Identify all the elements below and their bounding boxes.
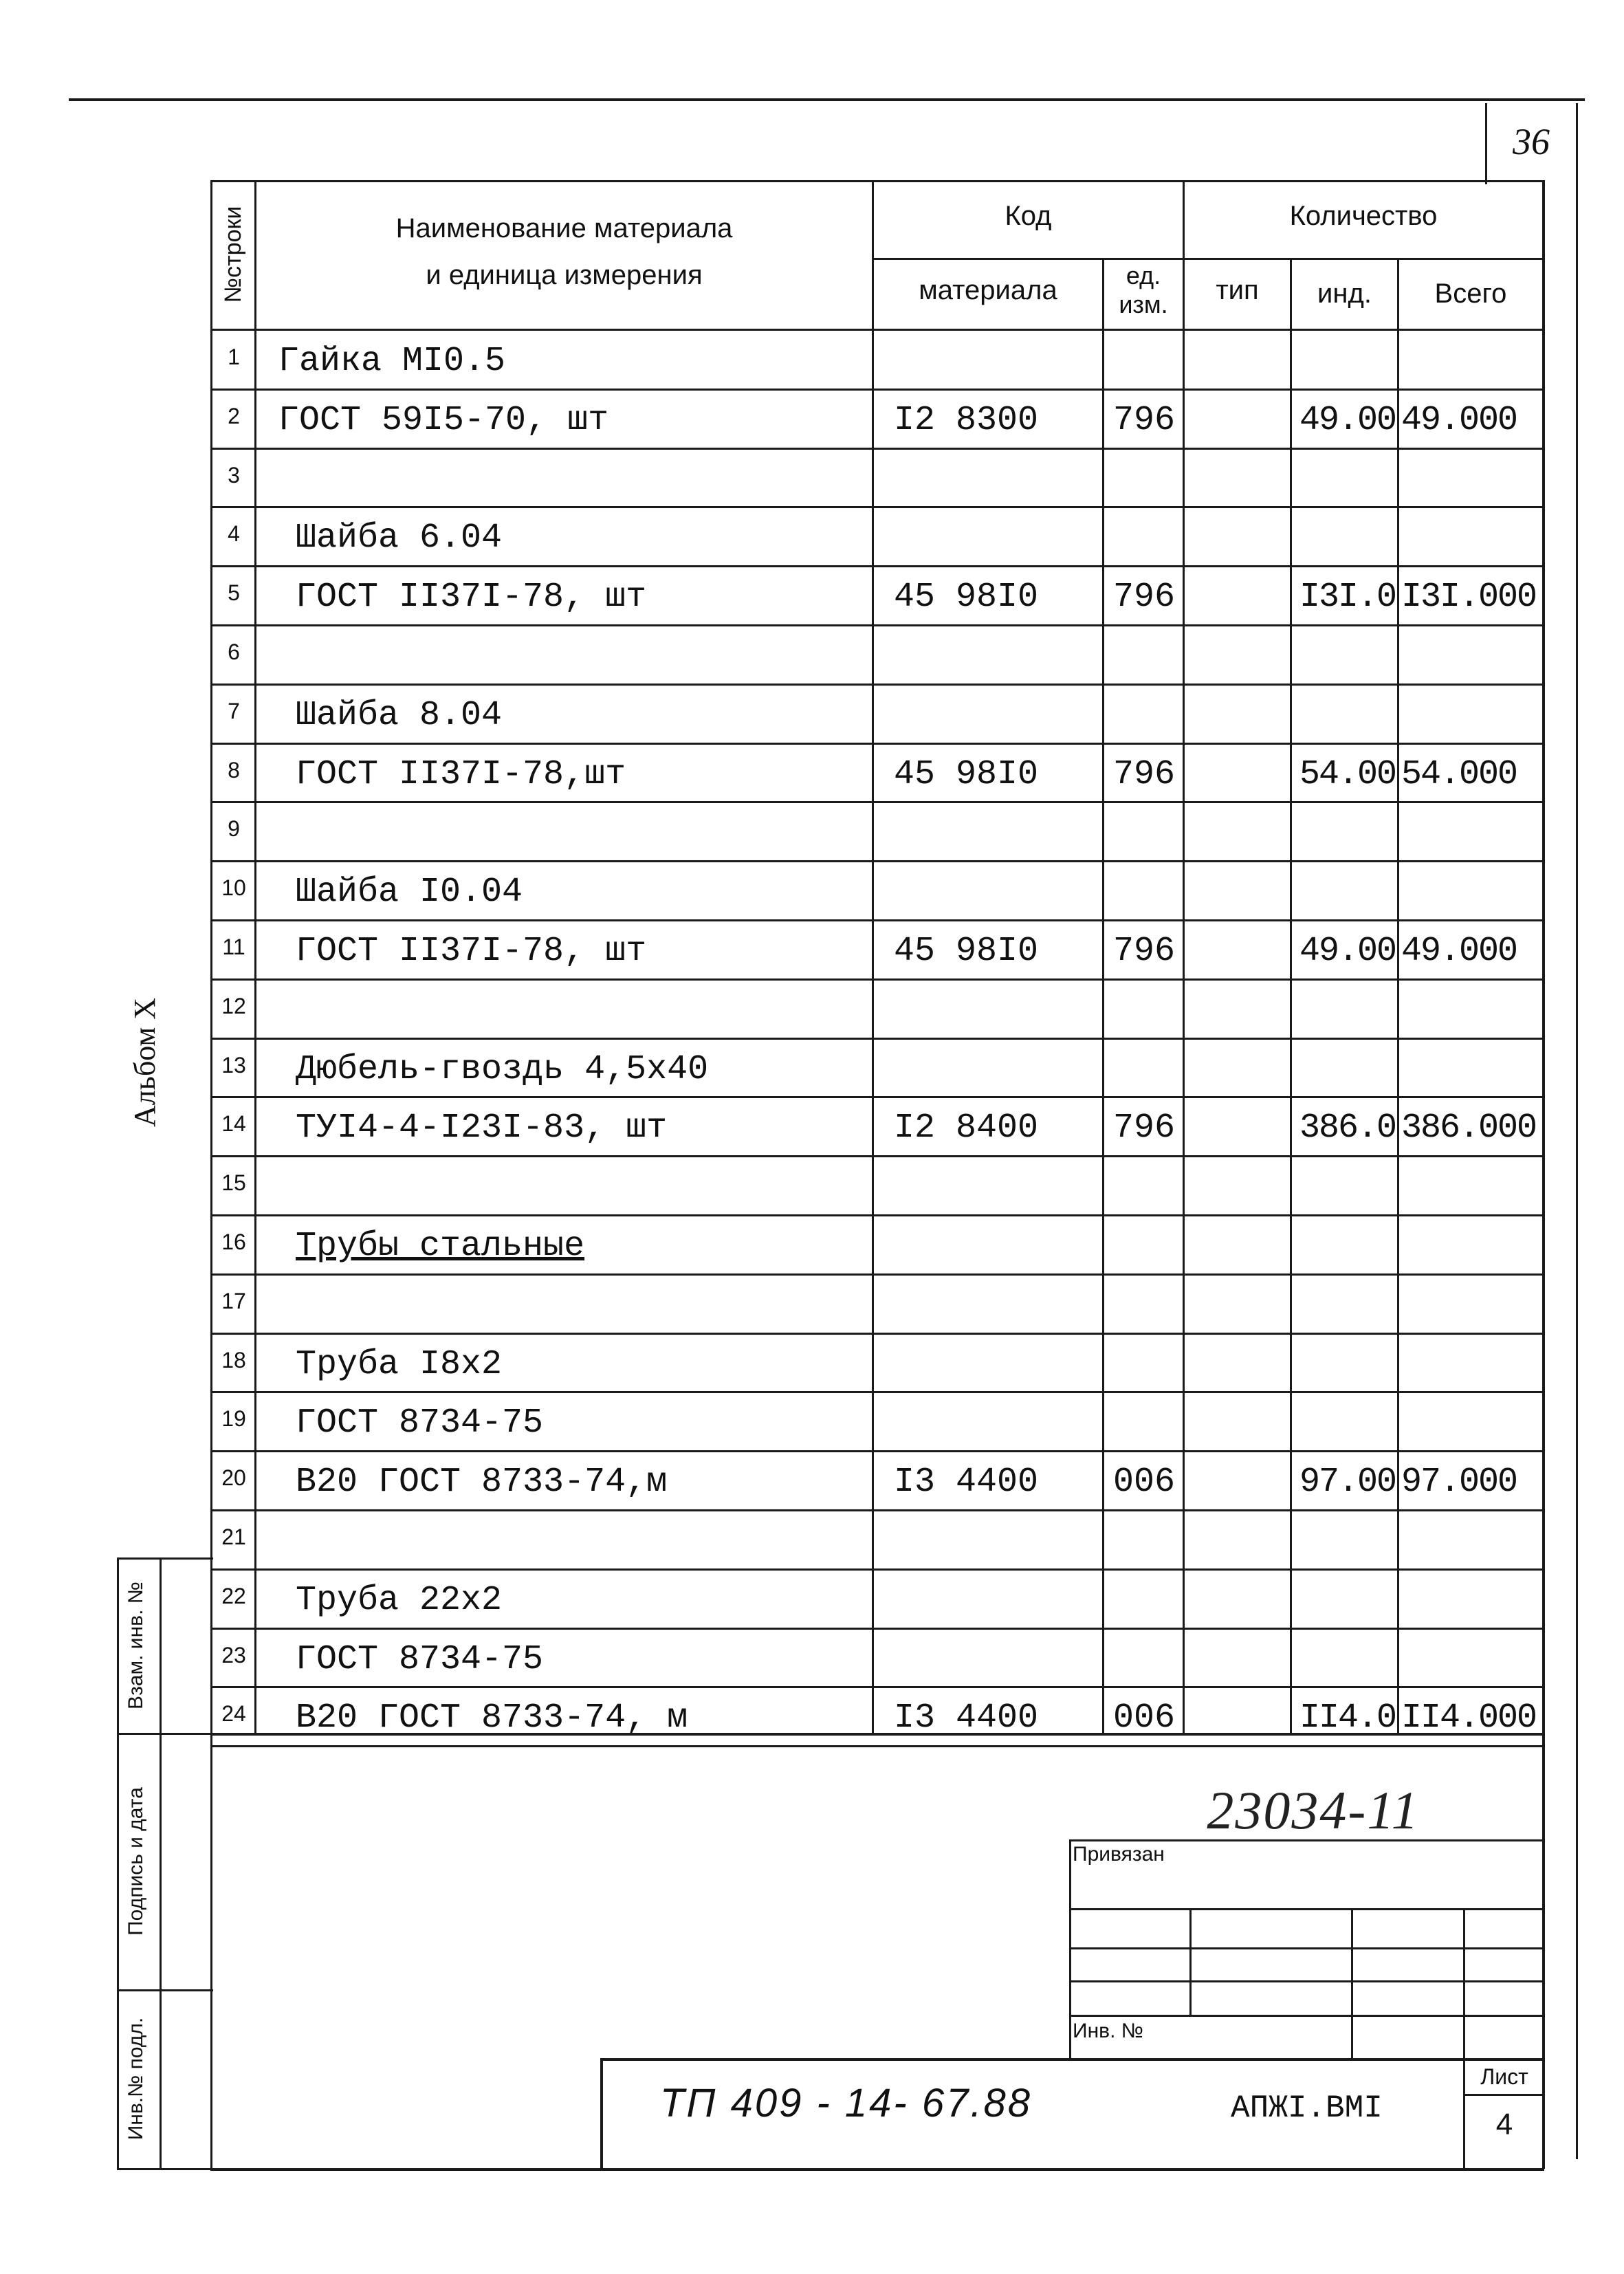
table-row-number: 2 [228,404,240,428]
header-qty-ind: инд. [1317,278,1372,309]
table-row-number: 19 [221,1406,246,1431]
page-number: 36 [1513,121,1550,162]
table-row-name: В20 ГОСТ 8733-74, м [296,1698,688,1738]
table-row-name: В20 ГОСТ 8733-74,м [296,1463,668,1502]
row-divider [210,1745,1544,1747]
album-label: Альбом X [128,998,162,1127]
table-row-number: 14 [221,1111,246,1136]
table-row-ind: 49.00 [1299,401,1396,440]
table-row-name: Труба 22х2 [296,1581,503,1620]
table-row-number: 5 [228,580,240,605]
table-row-total: 386.000 [1401,1111,1537,1146]
row-divider [210,389,1544,391]
privyazan-label: Привязан [1073,1843,1165,1866]
row-divider [210,624,1544,626]
row-divider [210,801,1544,803]
table-row-number: 13 [221,1053,246,1078]
row-divider [210,1038,1544,1040]
table-row-number: 4 [228,521,240,546]
row-divider [210,1628,1544,1630]
table-row-number: 17 [221,1289,246,1313]
table-row-ind: 97.00 [1299,1463,1396,1502]
row-divider [210,1155,1544,1157]
table-row-unit: 006 [1112,1698,1175,1738]
table-row-code: 45 98I0 [894,578,1039,617]
table-row-number: 20 [221,1465,246,1490]
table-row-ind: 54.00 [1299,755,1396,794]
row-divider [210,1568,1544,1571]
table-row-unit: 796 [1112,932,1175,971]
table-row-name: Шайба I0.04 [296,873,523,912]
row-divider [210,1214,1544,1216]
table-row-number: 8 [228,758,240,783]
table-row-ind: I3I.0 [1299,578,1396,617]
table-row-ind: 49.00 [1299,932,1396,971]
table-row-number: 22 [221,1584,246,1608]
header-code-unit-1: ед. [1126,261,1161,289]
table-row-code: I3 4400 [894,1463,1039,1502]
table-row-number: 3 [228,463,240,488]
row-divider [210,979,1544,981]
row-divider [210,1686,1544,1688]
table-row-name: ГОСТ 59I5-70, шт [278,401,609,440]
row-divider [210,448,1544,450]
header-qty-type: тип [1216,275,1259,305]
table-row-number: 12 [221,994,246,1018]
table-row-number: 18 [221,1348,246,1373]
table-row-total: 49.000 [1401,934,1517,969]
table-row-number: 16 [221,1229,246,1254]
header-name-unit: и единица измерения [426,260,703,290]
table-row-number: 6 [228,639,240,664]
table-row-name: ГОСТ II37I-78, шт [296,578,647,617]
stamp-podpis-data: Подпись и дата [124,1787,147,1936]
table-row-code: I2 8400 [894,1108,1039,1148]
row-divider [210,1391,1544,1393]
table-row-code: 45 98I0 [894,932,1039,971]
row-divider [210,860,1544,862]
table-row-total: 54.000 [1401,758,1517,792]
table-row-name: ТУI4-4-I23I-83, шт [296,1108,668,1148]
table-row-total: II4.000 [1401,1701,1537,1736]
header-quantity: Количество [1289,201,1438,231]
row-divider [210,565,1544,567]
table-row-name: ГОСТ 8734-75 [296,1403,544,1443]
table-row-unit: 796 [1112,578,1175,617]
stamp-inv-podl: Инв.№ подл. [124,2017,147,2141]
table-row-code: I2 8300 [894,401,1039,440]
table-row-name: Шайба 6.04 [296,518,503,558]
table-row-number: 23 [221,1643,246,1668]
table-row-unit: 796 [1112,401,1175,440]
table-row-number: 9 [228,816,240,841]
table-row-name: ГОСТ 8734-75 [296,1640,544,1679]
table-row-ind: II4.0 [1299,1698,1396,1738]
document-code: ТП 409 - 14- 67.88 [660,2081,1032,2125]
table-row-name: ГОСТ II37I-78, шт [296,932,647,971]
table-row-name: Шайба 8.04 [296,696,503,735]
inv-no-label: Инв. № [1073,2020,1143,2042]
sheet-code: АПЖI.ВМI [1231,2090,1383,2126]
row-divider [210,1096,1544,1098]
table-row-name: Труба I8х2 [296,1345,503,1384]
row-divider [210,1509,1544,1511]
table-row-number: 11 [222,934,245,959]
table-row-number: 24 [221,1701,246,1726]
header-code-material: материала [919,275,1057,305]
table-row-name: Дюбель-гвоздь 4,5х40 [296,1050,709,1089]
table-row-unit: 796 [1112,1108,1175,1148]
table-row-number: 10 [221,875,246,900]
header-name: Наименование материала [395,213,733,243]
table-row-total: 49.000 [1401,404,1517,438]
table-row-total: I3I.000 [1401,580,1537,615]
row-divider [210,1273,1544,1276]
table-row-name: Трубы стальные [296,1227,585,1266]
table-row-number: 21 [221,1524,246,1549]
top-rule [69,98,1585,101]
table-row-name: Гайка МI0.5 [278,342,506,381]
table-row-number: 15 [221,1170,246,1195]
table-row-code: I3 4400 [894,1698,1039,1738]
sheet-number: 4 [1495,2108,1513,2141]
table-row-unit: 006 [1112,1463,1175,1502]
row-divider [210,506,1544,508]
row-divider [210,743,1544,745]
row-divider [210,1333,1544,1335]
table-row-number: 1 [228,345,240,369]
table-row-number: 7 [228,699,240,723]
header-code: Код [1005,201,1052,231]
table-row-code: 45 98I0 [894,755,1039,794]
header-qty-total: Всего [1434,278,1507,309]
handwritten-binding-number: 23034-11 [1207,1780,1420,1840]
row-divider [210,684,1544,686]
row-divider [210,919,1544,921]
row-divider [210,1450,1544,1452]
stamp-vzam-inv: Взам. инв. № [124,1582,147,1709]
sheet-label: Лист [1480,2064,1528,2089]
header-row-no: №строки [220,206,246,303]
table-row-total: 97.000 [1401,1465,1517,1500]
header-code-unit-2: изм. [1119,290,1168,318]
table-row-ind: 386.0 [1299,1108,1396,1148]
table-row-name: ГОСТ II37I-78,шт [296,755,626,794]
table-row-unit: 796 [1112,755,1175,794]
